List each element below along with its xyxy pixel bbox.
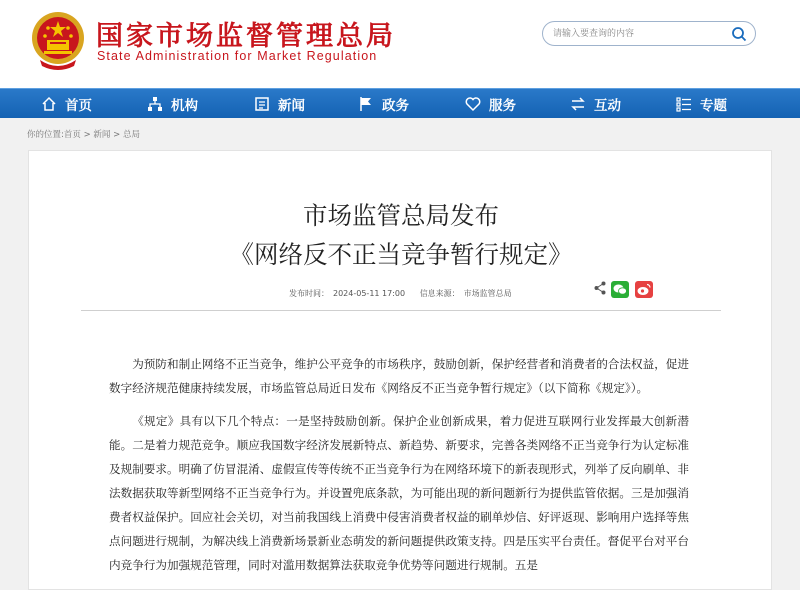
wechat-share-icon[interactable] (611, 281, 629, 298)
logo-title-en: State Administration for Market Regulation (97, 49, 378, 63)
nav-item-org[interactable] (147, 89, 198, 119)
article-body (109, 352, 689, 586)
search-box (542, 21, 756, 46)
weibo-share-icon[interactable] (635, 281, 653, 298)
org-icon (147, 96, 163, 112)
source: 市场监管总局 (463, 289, 512, 298)
search-input[interactable] (553, 26, 723, 42)
exchange-icon (570, 96, 586, 112)
publish-time-label: 发布时间： (289, 289, 329, 298)
breadcrumb-separator: > (80, 130, 94, 140)
heart-icon (465, 96, 481, 112)
flag-icon (358, 96, 374, 112)
nav-item-label: 新闻 (278, 98, 305, 114)
breadcrumb-separator: > (110, 130, 123, 140)
logo-title-cn[interactable]: 国家市场监督管理总局 (96, 21, 396, 52)
nav-item-label: 服务 (489, 98, 516, 114)
nav-item-topics[interactable] (676, 89, 727, 119)
source-label: 信息来源： (419, 289, 460, 298)
article-panel (28, 150, 772, 590)
share-icon[interactable] (594, 281, 606, 295)
list-icon (676, 96, 692, 112)
article-title-line2: 《网络反不正当竞争暂行规定》 (229, 240, 573, 269)
breadcrumb-home[interactable]: 首页 (63, 130, 81, 140)
article-paragraph: 《规定》具有以下几个特点：一是坚持鼓励创新。保护企业创新成果，着力促进互联网行业发挥最大创新潜能。二是着力规范竞争。顺应我国数字经济发展新特点、新趋势、新要求，完善各类网络不正当竞争行为认定标准及规制要求。明确了仿冒混淆、虚假宣传等传统不正当竞争行为在网络环境下的新表现形式，列举了反向刷单、非法数据获取等新型网络不正当竞争行为。并设置兜底条款，为可能出现的新问题新行为提供监管依据。三是加强消费者权益保护。回应社会关切，对当前我国线上消费中侵害消费者权益的刷单炒信、好评返现、影响用户选择等焦点问题进行规制，为解决线上消费新场景新业态萌发的新问题提供政策支持。四是压实平台责任。督促平台对平台内竞争行为加强规范管理，同时对滥用数据算法获取竞争优势等问题进行规制。五是 (109, 414, 689, 572)
news-icon (254, 96, 270, 112)
article-title-line1: 市场监管总局发布 (303, 201, 499, 230)
breadcrumb-news[interactable]: 新闻 (93, 130, 111, 140)
breadcrumb-prefix: 你的位置: (27, 130, 64, 140)
nav-item-interact[interactable] (570, 89, 621, 119)
divider (81, 310, 721, 311)
nav-item-label: 政务 (382, 98, 409, 114)
nav-item-label: 专题 (700, 98, 727, 114)
site-header (0, 0, 800, 88)
nav-item-label: 首页 (65, 98, 92, 114)
article-meta (289, 288, 516, 299)
nav-item-gov[interactable] (358, 89, 409, 119)
national-emblem-icon (30, 10, 86, 72)
nav-item-label: 互动 (594, 98, 621, 114)
publish-time: 2024-05-11 17:00 (333, 289, 406, 298)
nav-item-news[interactable] (254, 89, 305, 119)
nav-item-home[interactable] (41, 89, 92, 119)
breadcrumb-hq[interactable]: 总局 (122, 130, 140, 140)
article-paragraph: 为预防和制止网络不正当竞争，维护公平竞争的市场秩序，鼓励创新，保护经营者和消费者的合法权益，促进数字经济规范健康持续发展，市场监管总局近日发布《网络反不正当竞争暂行规定》（以下简称《规定》）。 (109, 357, 689, 395)
breadcrumb (27, 128, 140, 140)
nav-item-service[interactable] (465, 89, 516, 119)
home-icon (41, 96, 57, 112)
main-nav (0, 88, 800, 118)
search-icon[interactable] (731, 26, 747, 42)
nav-item-label: 机构 (171, 98, 198, 114)
